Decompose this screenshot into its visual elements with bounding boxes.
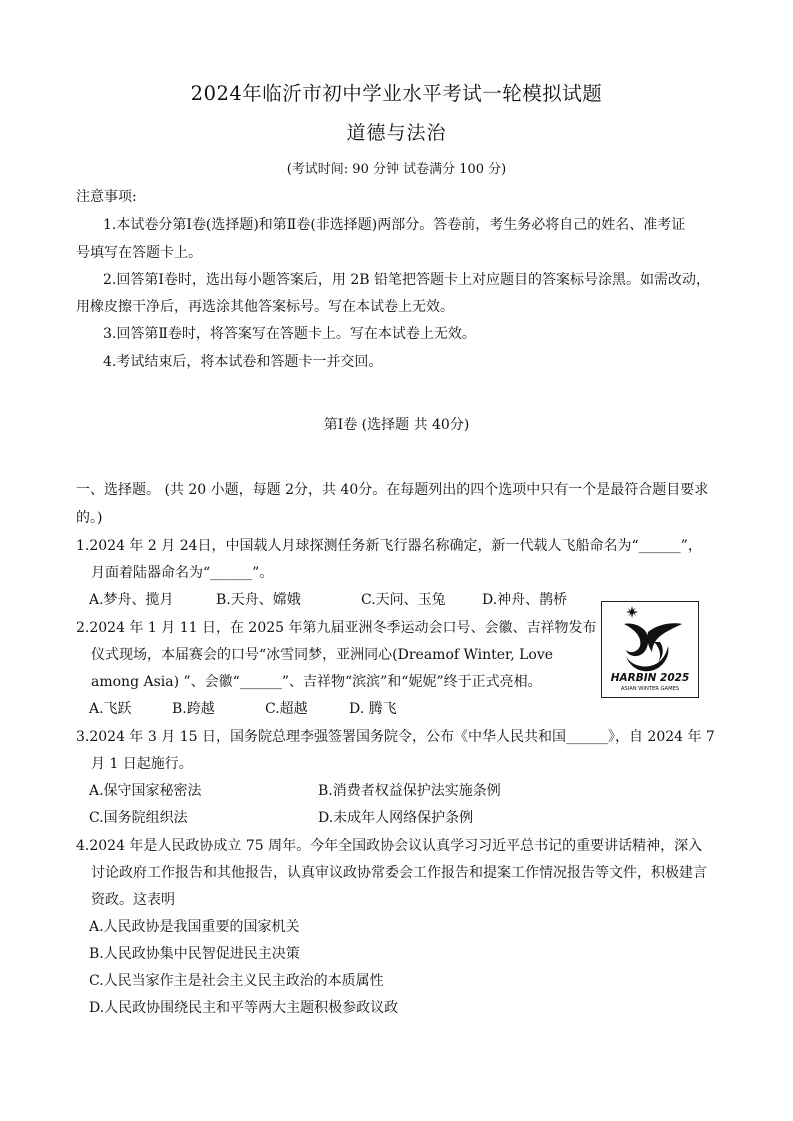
question-4-option-d: D.人民政协围绕民主和平等两大主题积极参政议政: [89, 1000, 399, 1016]
question-1-option-c: C.天问、玉兔: [361, 592, 446, 608]
question-4-stem-line-1: 4.2024 年是人民政协成立 75 周年。今年全国政协会议认真学习习近平总书记的重要讲话精神，深入: [76, 838, 703, 854]
question-3-option-d: D.未成年人网络保护条例: [318, 810, 474, 826]
question-2-option-d: D. 腾飞: [349, 701, 397, 717]
section-instruction-line-2: 的。): [76, 510, 103, 526]
section-title: 第Ⅰ卷 (选择题 共 40分): [323, 417, 470, 433]
harbin-2025-emblem-icon: [602, 602, 698, 697]
question-2-stem-line-3: among Asia) ”、会徽“______”、吉祥物“滨滨”和“妮妮”终于正式亮相。: [91, 674, 542, 690]
emblem-text-games: ASIAN WINTER GAMES: [620, 686, 680, 692]
note-1-line-2: 号填写在答题卡上。: [76, 245, 202, 261]
exam-title: 2024年临沂市初中学业水平考试一轮模拟试题: [190, 82, 603, 105]
question-3-option-b: B.消费者权益保护法实施条例: [318, 783, 501, 799]
question-2-option-a: A.飞跃: [89, 701, 132, 717]
question-4-stem-line-3: 资政。这表明: [91, 892, 175, 908]
note-3: 3.回答第Ⅱ卷时，将答案写在答题卡上。写在本试卷上无效。: [103, 326, 476, 342]
question-4-option-c: C.人民当家作主是社会主义民主政治的本质属性: [89, 973, 384, 989]
question-1-option-d: D.神舟、鹊桥: [482, 592, 568, 608]
question-1-stem-line-1: 1.2024 年 2 月 24日，中国载人月球探测任务新飞行器名称确定，新一代载人飞船命名为“______”，: [76, 538, 702, 554]
exam-time-info: (考试时间: 90 分钟 试卷满分 100 分): [286, 162, 507, 177]
question-2-option-c: C.超越: [265, 701, 308, 717]
notes-heading: 注意事项:: [76, 189, 137, 205]
question-2-option-b: B.跨越: [172, 701, 215, 717]
emblem-text-harbin: HARBIN 2025: [610, 672, 690, 684]
question-4-stem-line-2: 讨论政府工作报告和其他报告，认真审议政协常委会工作报告和提案工作情况报告等文件，积极建言: [91, 865, 707, 881]
question-4-option-b: B.人民政协集中民智促进民主决策: [89, 946, 300, 962]
question-1-option-a: A.梦舟、揽月: [89, 592, 174, 608]
question-3-stem-line-1: 3.2024 年 3 月 15 日，国务院总理李强签署国务院令，公布《中华人民共和国______》，自 2024 年 7: [76, 729, 715, 745]
note-1-line-1: 1.本试卷分第Ⅰ卷(选择题)和第Ⅱ卷(非选择题)两部分。答卷前，考生务必将自己的姓名、准考证: [103, 217, 686, 233]
note-2-line-2: 用橡皮擦干净后，再选涂其他答案标号。写在本试卷上无效。: [76, 299, 454, 315]
question-2-stem-line-1: 2.2024 年 1 月 11 日，在 2025 年第九届亚洲冬季运动会口号、会徽、吉祥物发布: [76, 620, 597, 636]
question-4-option-a: A.人民政协是我国重要的国家机关: [89, 919, 300, 935]
note-2-line-1: 2.回答第Ⅰ卷时，选出每小题答案后，用 2B 铅笔把答题卡上对应题目的答案标号涂黑。如需改动，: [103, 272, 710, 288]
question-1-stem-line-2: 月面着陆器命名为“______”。: [91, 565, 274, 581]
question-3-option-c: C.国务院组织法: [89, 810, 188, 826]
note-4: 4.考试结束后，将本试卷和答题卡一并交回。: [103, 354, 383, 370]
question-3-option-a: A.保守国家秘密法: [89, 783, 202, 799]
section-instruction-line-1: 一、选择题。 (共 20 小题，每题 2分，共 40分。在每题列出的四个选项中只有一个是最符合题目要求: [76, 482, 709, 498]
question-1-option-b: B.天舟、嫦娥: [216, 592, 301, 608]
question-3-stem-line-2: 月 1 日起施行。: [91, 756, 193, 772]
harbin-2025-emblem-image: [601, 601, 699, 698]
question-2-stem-line-2: 仪式现场，本届赛会的口号“冰雪同梦，亚洲同心(Dreamof Winter, Love: [91, 647, 554, 663]
subject-title: 道德与法治: [346, 122, 447, 144]
